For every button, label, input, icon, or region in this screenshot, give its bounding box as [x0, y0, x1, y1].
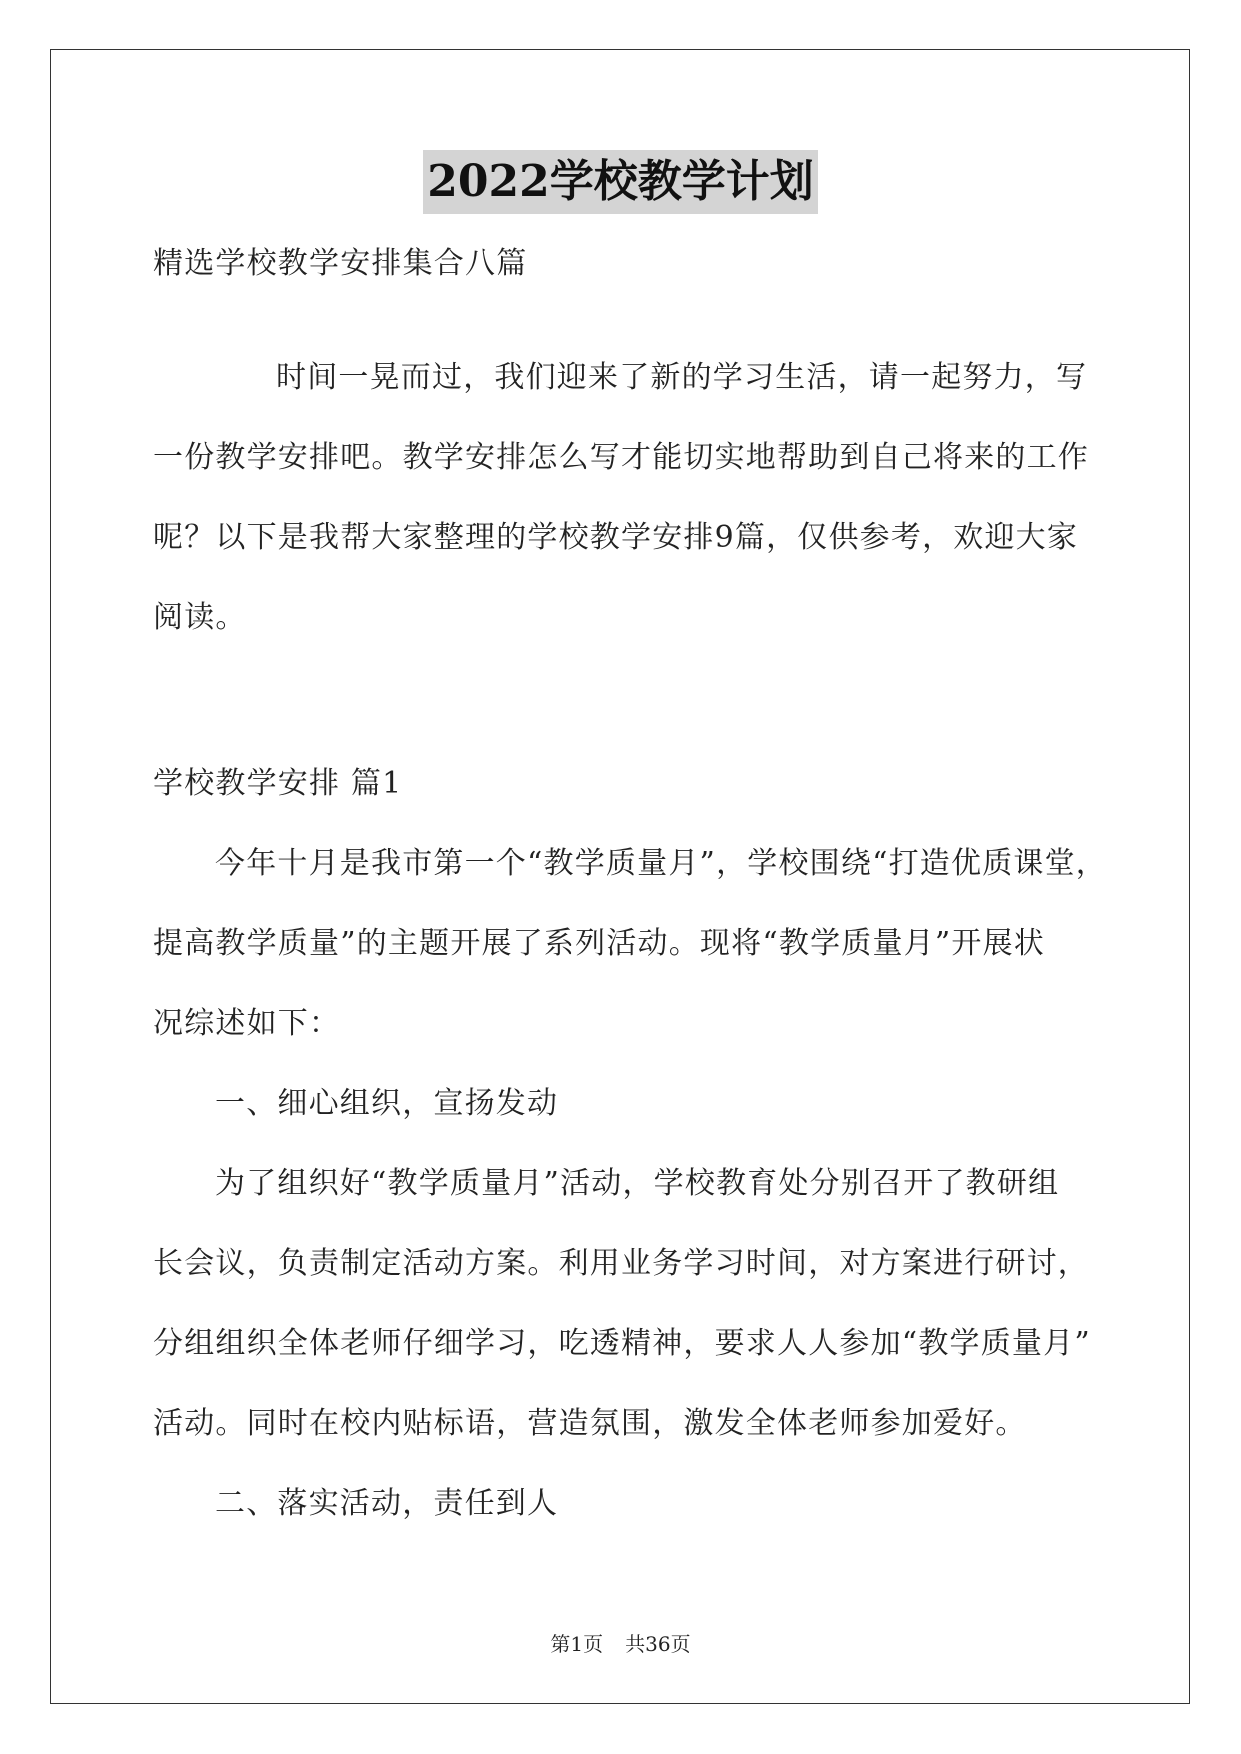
intro-line: 时间一晃而过，我们迎来了新的学习生活，请一起努力，写 — [276, 360, 1088, 395]
body-subheading: 二、落实活动，责任到人 — [215, 1486, 559, 1521]
body-line: 长会议，负责制定活动方案。利用业务学习时间，对方案进行研讨， — [153, 1246, 1089, 1281]
page-number: 第1页 — [550, 1632, 604, 1656]
intro-line: 一份教学安排吧。教学安排怎么写才能切实地帮助到自己将来的工作 — [153, 440, 1089, 475]
body-line: 今年十月是我市第一个“教学质量月”，学校围绕“打造优质课堂， — [215, 846, 1108, 881]
body-subheading: 一、细心组织，宣扬发动 — [215, 1086, 559, 1121]
intro-line: 呢？以下是我帮大家整理的学校教学安排9篇，仅供参考，欢迎大家 — [153, 520, 1079, 555]
body-line: 况综述如下： — [153, 1006, 341, 1041]
body-line: 分组组织全体老师仔细学习，吃透精神，要求人人参加“教学质量月” — [153, 1326, 1091, 1361]
body-line: 提高教学质量”的主题开展了系列活动。现将“教学质量月”开展状 — [153, 926, 1046, 961]
body-line: 活动。同时在校内贴标语，营造氛围，激发全体老师参加爱好。 — [153, 1406, 1027, 1441]
page-footer — [0, 1628, 1241, 1657]
intro-line: 阅读。 — [153, 600, 247, 635]
section-heading: 学校教学安排 篇1 — [153, 766, 403, 801]
document-subtitle: 精选学校教学安排集合八篇 — [153, 246, 528, 281]
body-line: 为了组织好“教学质量月”活动，学校教育处分别召开了教研组 — [215, 1166, 1060, 1201]
title-container — [0, 150, 1241, 214]
document-title: 2022学校教学计划 — [423, 150, 817, 214]
page-total: 共36页 — [625, 1632, 691, 1656]
